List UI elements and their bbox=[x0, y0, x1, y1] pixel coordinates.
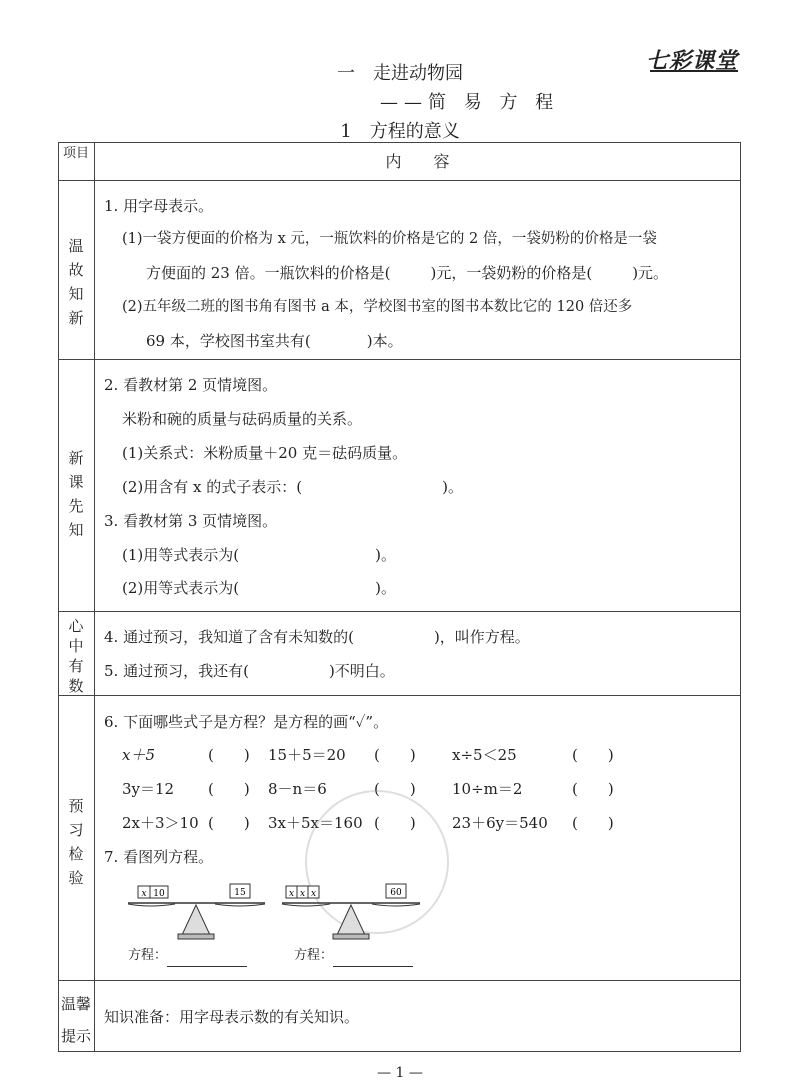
row-divider bbox=[58, 695, 741, 696]
check-paren[interactable]: ( ) bbox=[208, 814, 250, 832]
q1-2-text: )本。 bbox=[366, 332, 403, 350]
scale-pan bbox=[282, 904, 330, 906]
q1-1-line1: (1)一袋方便面的价格为 x 元，一瓶饮料的价格是它的 2 倍，一袋奶粉的价格是一袋 bbox=[122, 231, 657, 247]
q2-desc: 米粉和碗的质量与砝码质量的关系。 bbox=[122, 410, 363, 428]
label-heart bbox=[58, 616, 94, 696]
label-preview bbox=[58, 446, 94, 542]
weight-label: 10 bbox=[153, 889, 165, 899]
equation-blank[interactable] bbox=[333, 952, 413, 967]
expr: 3y＝12 bbox=[122, 780, 175, 798]
scale-pan bbox=[372, 904, 420, 906]
label-check bbox=[58, 794, 94, 890]
label-char: 新 bbox=[68, 449, 84, 467]
scale-foot bbox=[178, 934, 214, 939]
scale-base bbox=[182, 905, 210, 935]
q3-1 bbox=[122, 544, 396, 566]
expr: 3x＋5x＝160 bbox=[268, 814, 363, 832]
label-char: 有 bbox=[68, 657, 84, 675]
label-char: 数 bbox=[68, 677, 84, 695]
q1-1-text: )元。 bbox=[632, 264, 669, 282]
q1-2-line1: (2)五年级二班的图书角有图书 a 本，学校图书室的图书本数比它的 120 倍还多 bbox=[122, 299, 633, 315]
lesson-title: 1 方程的意义 bbox=[340, 121, 460, 142]
column-divider bbox=[94, 142, 95, 1052]
label-line: 提示 bbox=[60, 1027, 91, 1045]
check-paren[interactable]: ( ) bbox=[374, 814, 416, 832]
expr: 15＋5＝20 bbox=[268, 746, 346, 764]
q1-2-text: 69 本，学校图书室共有( bbox=[146, 332, 311, 350]
expr: 2x＋3＞10 bbox=[122, 814, 199, 832]
q4-text: 4. 通过预习，我知道了含有未知数的( bbox=[104, 628, 354, 646]
check-paren[interactable]: ( ) bbox=[374, 746, 416, 764]
label-char: 温 bbox=[68, 237, 84, 255]
check-paren[interactable]: ( ) bbox=[572, 814, 614, 832]
equation-blank[interactable] bbox=[167, 952, 247, 967]
page-number: — 1 — bbox=[377, 1065, 423, 1081]
q3-1-text: )。 bbox=[375, 546, 396, 564]
label-char: 知 bbox=[68, 521, 84, 539]
unit-title: 一 走进动物园 bbox=[337, 63, 463, 84]
check-paren[interactable]: ( ) bbox=[572, 746, 614, 764]
expr: 8－n＝6 bbox=[268, 780, 327, 798]
label-char: 检 bbox=[68, 845, 84, 863]
q2-title: 2. 看教材第 2 页情境图。 bbox=[104, 376, 278, 394]
q2-2-text: )。 bbox=[442, 478, 463, 496]
equation-label: 方程： bbox=[128, 948, 168, 963]
q3-2-text: )。 bbox=[375, 579, 396, 597]
expr: x÷5＜25 bbox=[452, 746, 517, 764]
q2-2 bbox=[122, 476, 463, 498]
q3-1-text: (1)用等式表示为( bbox=[122, 546, 240, 564]
check-paren[interactable]: ( ) bbox=[572, 780, 614, 798]
balance-scales bbox=[120, 880, 450, 942]
label-char: 故 bbox=[68, 261, 84, 279]
q6-title: 6. 下面哪些式子是方程？是方程的画“✓”。 bbox=[104, 713, 389, 731]
scale-pan bbox=[215, 904, 265, 906]
q1-1-line2 bbox=[146, 262, 668, 284]
header-item bbox=[58, 146, 94, 162]
weight-label: x bbox=[141, 889, 147, 899]
tip-text: 知识准备：用字母表示数的有关知识。 bbox=[104, 1008, 360, 1026]
check-paren[interactable]: ( ) bbox=[374, 780, 416, 798]
weight-label: x bbox=[310, 889, 317, 899]
label-tip bbox=[58, 988, 94, 1052]
label-line: 温馨 bbox=[60, 995, 91, 1013]
weight-label: 60 bbox=[390, 888, 402, 898]
weight-label: 15 bbox=[234, 888, 246, 898]
label-review bbox=[58, 234, 94, 330]
q1-1-text: )元，一袋奶粉的价格是( bbox=[430, 264, 593, 282]
q1-1-text: 方便面的 23 倍。一瓶饮料的价格是( bbox=[146, 264, 391, 282]
header-item-label: 项目 bbox=[62, 146, 89, 161]
q1-title: 1. 用字母表示。 bbox=[104, 197, 214, 215]
subtitle: ——简 易 方 程 bbox=[380, 92, 560, 113]
label-char: 课 bbox=[68, 473, 84, 491]
equation-1 bbox=[128, 945, 247, 967]
expr: x＋5 bbox=[122, 746, 156, 764]
q3-2-text: (2)用等式表示为( bbox=[122, 579, 240, 597]
q7-title: 7. 看图列方程。 bbox=[104, 848, 214, 866]
weight-label: x bbox=[299, 889, 306, 899]
row-divider bbox=[58, 180, 741, 181]
label-char: 预 bbox=[68, 797, 84, 815]
label-char: 中 bbox=[68, 637, 84, 655]
header-content: 内 容 bbox=[385, 152, 450, 171]
q4-text: )，叫作方程。 bbox=[433, 628, 530, 646]
equation-label: 方程： bbox=[294, 948, 334, 963]
q3-2 bbox=[122, 577, 396, 599]
scale-1 bbox=[128, 884, 265, 939]
check-paren[interactable]: ( ) bbox=[208, 780, 250, 798]
q4 bbox=[104, 626, 530, 648]
row-divider bbox=[58, 359, 741, 360]
label-char: 新 bbox=[68, 309, 84, 327]
equation-2 bbox=[294, 945, 413, 967]
q1-2-line2 bbox=[146, 330, 403, 352]
expr: 10÷m＝2 bbox=[452, 780, 523, 798]
scale-pan bbox=[128, 904, 175, 906]
q3-title: 3. 看教材第 3 页情境图。 bbox=[104, 512, 278, 530]
q5 bbox=[104, 660, 395, 682]
q5-text: 5. 通过预习，我还有( bbox=[104, 662, 249, 680]
label-char: 知 bbox=[68, 285, 84, 303]
q5-text: )不明白。 bbox=[328, 662, 395, 680]
brand-logo: 七彩课堂 bbox=[645, 49, 738, 74]
label-char: 先 bbox=[68, 497, 84, 515]
q2-1: (1)关系式：米粉质量＋20 克＝砝码质量。 bbox=[122, 444, 408, 462]
label-char: 习 bbox=[68, 821, 84, 839]
expr: 23＋6y＝540 bbox=[452, 814, 548, 832]
scale-2 bbox=[282, 884, 420, 939]
weight-label: x bbox=[288, 889, 295, 899]
q2-2-text: (2)用含有 x 的式子表示：( bbox=[122, 478, 303, 496]
row-divider bbox=[58, 611, 741, 612]
scale-foot bbox=[333, 934, 369, 939]
row-divider bbox=[58, 980, 741, 981]
label-char: 心 bbox=[68, 617, 84, 635]
label-char: 验 bbox=[68, 869, 84, 887]
check-paren[interactable]: ( ) bbox=[208, 746, 250, 764]
scale-base bbox=[337, 905, 365, 935]
